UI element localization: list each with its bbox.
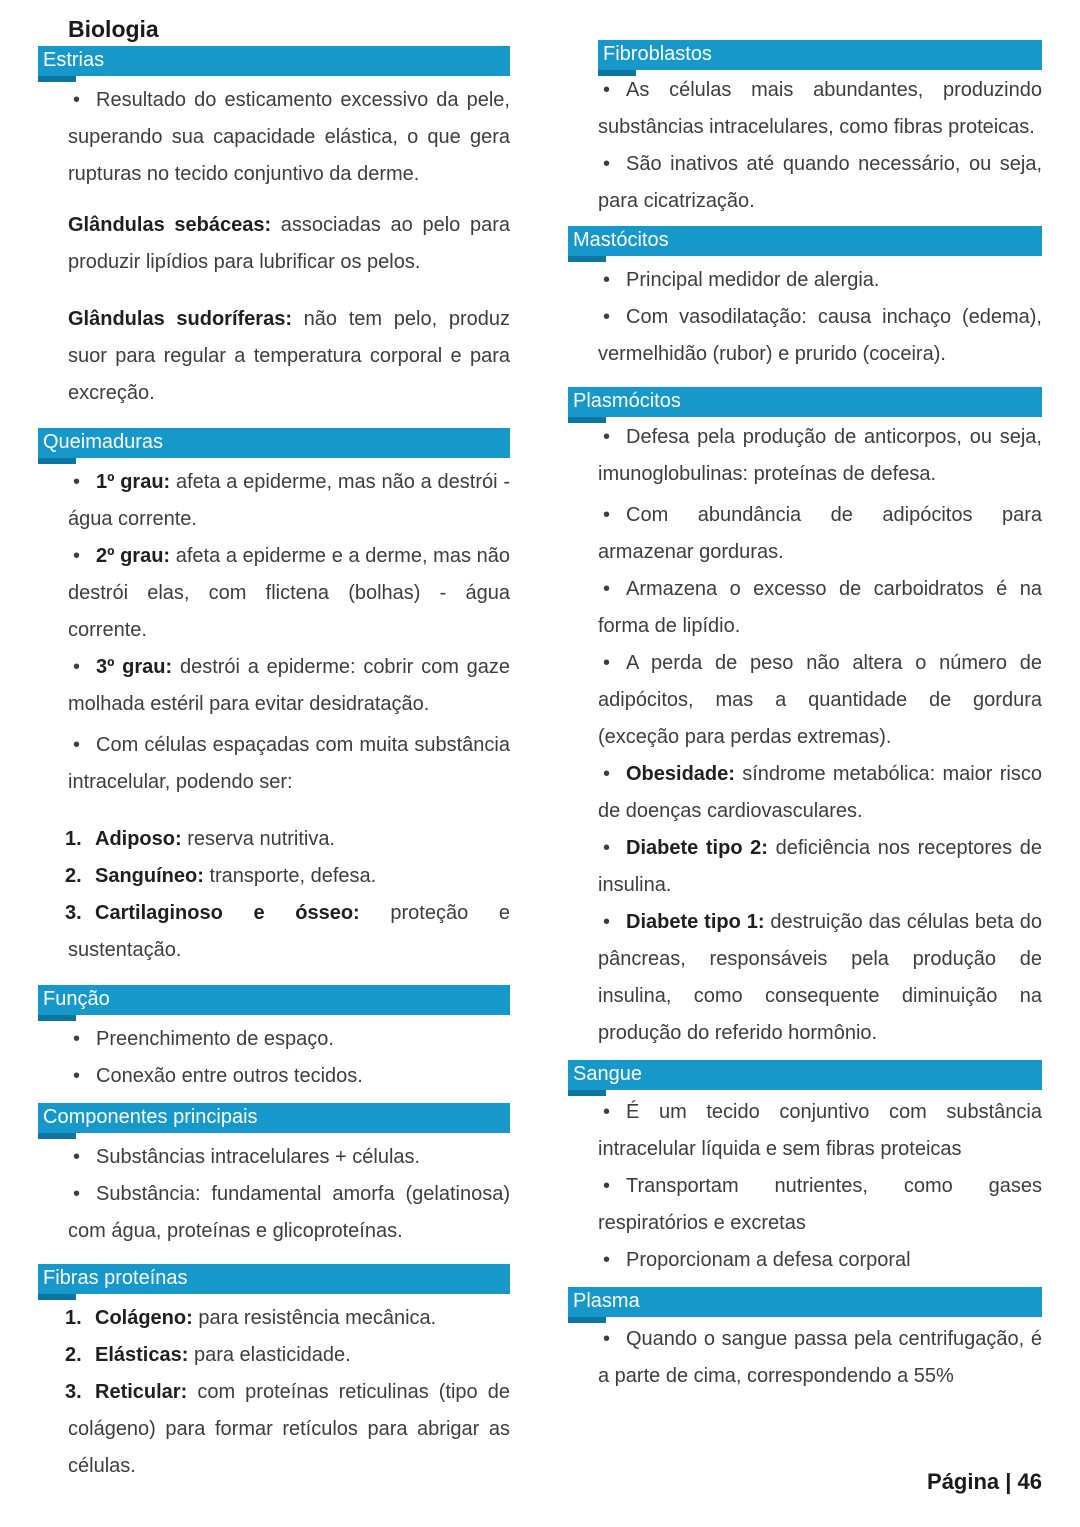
item-text: Proporcionam a defesa corporal [626, 1249, 911, 1271]
bullet-icon: • [73, 1065, 81, 1087]
bullet-icon: • [73, 89, 81, 111]
page-number: Página | 46 [927, 1469, 1042, 1494]
list-item [598, 1242, 1042, 1279]
bullet-icon: • [603, 504, 611, 526]
list-item [68, 1021, 510, 1058]
bold-lead: Diabete tipo 2: [626, 837, 776, 859]
bold-lead: 2º grau: [96, 545, 176, 567]
bold-lead: 1º grau: [96, 471, 176, 493]
section-header-label: Função [43, 988, 110, 1010]
item-text: Substâncias intracelulares + células. [96, 1146, 421, 1168]
bullet-icon: • [603, 153, 611, 175]
item-text: afeta a epiderme, mas não a destrói - água corrente. [68, 471, 510, 530]
list-item [598, 419, 1042, 493]
section-header-label: Queimaduras [43, 431, 164, 453]
bold-lead: Sanguíneo: [95, 865, 210, 887]
bold-lead: Adiposo: [95, 828, 188, 850]
item-text: Preenchimento de espaço. [96, 1028, 334, 1050]
item-text: Conexão entre outros tecidos. [96, 1065, 363, 1087]
section-header-bar [38, 428, 510, 458]
list-item [65, 821, 510, 858]
list-item [65, 1337, 510, 1374]
bullet-icon: • [603, 306, 611, 328]
item-text: destrói a epiderme: cobrir com gaze molhada estéril para evitar desidratação. [68, 656, 510, 715]
bullet-icon: • [603, 269, 611, 291]
bullet-icon: • [603, 911, 611, 933]
item-text: para elasticidade. [193, 1344, 351, 1366]
section-header-bar [568, 387, 1042, 417]
item-text: destruição das células beta do pâncreas, responsáveis pela produção de insulina, como consequente diminuição na produção do referido hormônio. [598, 911, 1042, 1044]
list-item [598, 904, 1042, 1052]
left-column [38, 0, 510, 1485]
section-header-bar [568, 1287, 1042, 1317]
right-column [568, 0, 1042, 1395]
section-header-label: Componentes principais [43, 1106, 258, 1128]
bullet-icon: • [603, 1249, 611, 1271]
bullet-icon: • [73, 1028, 81, 1050]
bullet-icon: • [603, 763, 611, 785]
item-number: 1. [65, 828, 82, 850]
item-number: 3. [65, 902, 82, 924]
bold-lead: Glândulas sudoríferas: [68, 308, 304, 330]
list-item [65, 1374, 510, 1485]
item-text: Substância: fundamental amorfa (gelatinosa) com água, proteínas e glicoproteínas. [68, 1183, 510, 1242]
item-text: A perda de peso não altera o número de adipócitos, mas a quantidade de gordura (exceção para perdas extremas). [598, 652, 1042, 748]
bold-lead: Reticular: [95, 1381, 198, 1403]
bold-lead: Diabete tipo 1: [626, 911, 771, 933]
section-header-bar [38, 1103, 510, 1133]
list-item [598, 1094, 1042, 1168]
paragraph [68, 207, 510, 281]
item-text: para resistência mecânica. [198, 1307, 437, 1329]
section-header-label: Estrias [43, 49, 105, 71]
bullet-list [68, 82, 510, 193]
bullet-icon: • [603, 578, 611, 600]
list-item [598, 262, 1042, 299]
list-item [598, 497, 1042, 571]
bullet-icon: • [603, 1101, 611, 1123]
section-header-label: Plasma [573, 1290, 640, 1312]
list-item [598, 72, 1042, 146]
item-text: Com células espaçadas com muita substância intracelular, podendo ser: [68, 734, 510, 793]
numbered-list [65, 1300, 510, 1485]
section-header-bar [568, 1060, 1042, 1090]
section-header-label: Sangue [573, 1063, 642, 1085]
item-text: Quando o sangue passa pela centrifugação, é a parte de cima, correspondendo a 55% [598, 1328, 1042, 1387]
section-header-bar [598, 40, 1042, 70]
bullet-icon: • [73, 1183, 81, 1205]
item-text: associadas ao pelo para produzir lipídios para lubrificar os pelos. [68, 214, 510, 273]
item-text: não tem pelo, produz suor para regular a temperatura corporal e para excreção. [68, 308, 510, 404]
bullet-icon: • [73, 471, 81, 493]
bullet-list [68, 1021, 510, 1095]
section-header-label: Fibroblastos [603, 43, 712, 65]
bullet-list [68, 727, 510, 801]
item-text: transporte, defesa. [209, 865, 377, 887]
item-text: Transportam nutrientes, como gases respiratórios e excretas [598, 1175, 1042, 1234]
bullet-icon: • [73, 656, 81, 678]
list-item [68, 1176, 510, 1250]
item-number: 3. [65, 1381, 82, 1403]
bullet-icon: • [603, 837, 611, 859]
bullet-list [598, 1321, 1042, 1395]
bullet-icon: • [73, 1146, 81, 1168]
list-item [68, 649, 510, 723]
bullet-icon: • [603, 79, 611, 101]
item-text: Principal medidor de alergia. [626, 269, 880, 291]
section-header-bar [38, 985, 510, 1015]
section-header-bar [38, 1264, 510, 1294]
bullet-list [68, 464, 510, 723]
numbered-list [65, 821, 510, 969]
item-text: deficiência nos receptores de insulina. [598, 837, 1042, 896]
page-title: Biologia [68, 16, 159, 42]
item-number: 2. [65, 865, 82, 887]
list-item [598, 645, 1042, 756]
bullet-icon: • [603, 652, 611, 674]
bullet-list [598, 419, 1042, 493]
section-header-label: Fibras proteínas [43, 1267, 188, 1289]
item-text: síndrome metabólica: maior risco de doenças cardiovasculares. [598, 763, 1042, 822]
list-item [598, 830, 1042, 904]
item-text: com proteínas reticulinas (tipo de colágeno) para formar retículos para abrigar as células. [68, 1381, 510, 1477]
bold-lead: Obesidade: [626, 763, 743, 785]
bold-lead: Elásticas: [95, 1344, 194, 1366]
bullet-icon: • [73, 545, 81, 567]
bullet-list [68, 1139, 510, 1250]
list-item [68, 538, 510, 649]
bullet-icon: • [603, 1328, 611, 1350]
bullet-icon: • [603, 1175, 611, 1197]
list-item [68, 1139, 510, 1176]
list-item [65, 1300, 510, 1337]
section-header-bar [38, 46, 510, 76]
item-number: 1. [65, 1307, 82, 1329]
section-header-label: Mastócitos [573, 229, 669, 251]
list-item [598, 1168, 1042, 1242]
list-item [68, 727, 510, 801]
item-text: É um tecido conjuntivo com substância intracelular líquida e sem fibras proteicas [598, 1101, 1042, 1160]
bold-lead: Cartilaginoso e ósseo: [95, 902, 391, 924]
paragraph-block [68, 207, 510, 281]
bullet-list [598, 497, 1042, 1052]
list-item [68, 1058, 510, 1095]
bold-lead: Glândulas sebáceas: [68, 214, 281, 236]
paragraph [68, 301, 510, 412]
item-text: afeta a epiderme e a derme, mas não destrói elas, com flictena (bolhas) - água corrente. [68, 545, 510, 641]
bullet-list [598, 262, 1042, 373]
item-text: proteção e sustentação. [68, 902, 510, 961]
item-text: reserva nutritiva. [187, 828, 336, 850]
section-header-bar [568, 226, 1042, 256]
item-number: 2. [65, 1344, 82, 1366]
item-text: Defesa pela produção de anticorpos, ou seja, imunoglobulinas: proteínas de defesa. [598, 426, 1042, 485]
list-item [598, 571, 1042, 645]
list-item [598, 299, 1042, 373]
section-header-label: Plasmócitos [573, 390, 681, 412]
item-text: Resultado do esticamento excessivo da pele, superando sua capacidade elástica, o que gera rupturas no tecido conjuntivo da derme. [68, 89, 510, 185]
item-text: São inativos até quando necessário, ou seja, para cicatrização. [598, 153, 1042, 212]
list-item [68, 82, 510, 193]
bullet-icon: • [73, 734, 81, 756]
list-item [598, 1321, 1042, 1395]
list-item [598, 146, 1042, 220]
bullet-list [598, 1094, 1042, 1279]
bullet-icon: • [603, 426, 611, 448]
list-item [65, 858, 510, 895]
paragraph-block [68, 301, 510, 412]
list-item [65, 895, 510, 969]
item-text: Armazena o excesso de carboidratos é na forma de lipídio. [598, 578, 1042, 637]
list-item [68, 464, 510, 538]
bullet-list [598, 72, 1042, 220]
item-text: Com abundância de adipócitos para armazenar gorduras. [598, 504, 1042, 563]
bold-lead: 3º grau: [96, 656, 180, 678]
list-item [598, 756, 1042, 830]
item-text: As células mais abundantes, produzindo substâncias intracelulares, como fibras proteicas. [598, 79, 1042, 138]
item-text: Com vasodilatação: causa inchaço (edema), vermelhidão (rubor) e prurido (coceira). [598, 306, 1042, 365]
bold-lead: Colágeno: [95, 1307, 199, 1329]
